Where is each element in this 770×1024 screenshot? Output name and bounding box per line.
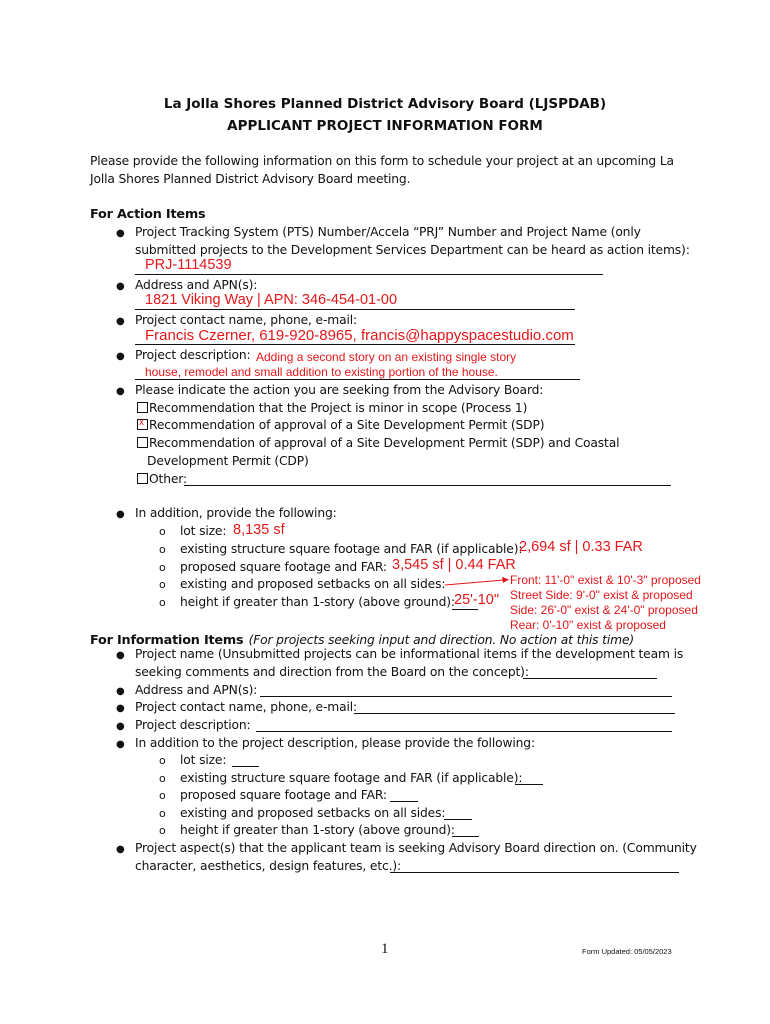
bullet-icon: ● (116, 721, 125, 732)
info-description-field[interactable] (256, 731, 672, 732)
bullet-icon: ● (116, 686, 125, 697)
form-updated-date: Form Updated: 05/05/2023 (582, 947, 672, 956)
circle-bullet-icon: o (159, 807, 166, 820)
setback-rear[interactable]: Rear: 0'-10" exist & proposed (510, 618, 666, 632)
height-underline (452, 609, 478, 610)
info-contact-field[interactable] (354, 713, 675, 714)
description-value-line1[interactable]: Adding a second story on an existing single story (256, 350, 517, 364)
page-number: 1 (381, 941, 389, 957)
pts-label-line2: submitted projects to the Development Services Department can be heard as action items): (135, 243, 690, 257)
circle-bullet-icon: o (159, 543, 166, 556)
description-underline (135, 379, 580, 380)
pts-label-line1: Project Tracking System (PTS) Number/Accela “PRJ” Number and Project Name (only (135, 225, 641, 239)
proposed-label: proposed square footage and FAR: (180, 560, 387, 574)
option-label: Other: (149, 472, 187, 486)
bullet-icon: ● (116, 703, 125, 714)
action-prompt: Please indicate the action you are seeking from the Advisory Board: (135, 383, 544, 397)
contact-underline (135, 344, 575, 345)
info-name-line1: Project name (Unsubmitted projects can be informational items if the development team is (135, 647, 684, 661)
description-label: Project description: (135, 348, 251, 362)
lot-size-label: lot size: (180, 524, 227, 538)
option-sdp-cdp[interactable] (137, 436, 619, 450)
proposed-value[interactable]: 3,545 sf | 0.44 FAR (392, 557, 516, 573)
setback-street-side[interactable]: Street Side: 9'-0" exist & proposed (510, 588, 693, 602)
bullet-icon: ● (116, 281, 125, 292)
bullet-icon: ● (116, 351, 125, 362)
address-underline (135, 309, 575, 310)
height-value[interactable]: 25'-10" (454, 592, 500, 608)
circle-bullet-icon: o (159, 596, 166, 609)
contact-label: Project contact name, phone, e-mail: (135, 313, 357, 327)
info-address-label: Address and APN(s): (135, 683, 258, 697)
bullet-icon: ● (116, 739, 125, 750)
info-name-line2: seeking comments and direction from the Board on the concept): (135, 665, 529, 679)
circle-bullet-icon: o (159, 754, 166, 767)
info-aspects-line1: Project aspect(s) that the applicant team is seeking Advisory Board direction on. (Community (135, 841, 697, 855)
info-contact-label: Project contact name, phone, e-mail: (135, 700, 357, 714)
bullet-icon: ● (116, 650, 125, 661)
checkbox-icon[interactable] (137, 437, 148, 448)
info-items-heading: For Information Items (90, 633, 244, 648)
height-label: height if greater than 1-story (above ground): (180, 595, 455, 609)
intro-line2: Jolla Shores Planned District Advisory Board meeting. (90, 172, 411, 186)
other-underline (184, 485, 671, 486)
circle-bullet-icon: o (159, 789, 166, 802)
info-lot-size-label: lot size: (180, 753, 227, 767)
info-lot-size-field[interactable] (232, 766, 259, 767)
info-description-label: Project description: (135, 718, 251, 732)
setback-front[interactable]: Front: 11'-0" exist & 10'-3" proposed (510, 573, 701, 587)
pts-value[interactable]: PRJ-1114539 (145, 257, 232, 273)
info-addition-prompt: In addition to the project description, please provide the following: (135, 736, 535, 750)
info-height-field[interactable] (452, 836, 479, 837)
addition-prompt: In addition, provide the following: (135, 506, 337, 520)
circle-bullet-icon: o (159, 525, 166, 538)
bullet-icon: ● (116, 228, 125, 239)
existing-label: existing structure square footage and FAR (if applicable): (180, 542, 523, 556)
info-aspects-field[interactable] (390, 872, 679, 873)
option-minor-scope[interactable] (137, 401, 527, 415)
address-value[interactable]: 1821 Viking Way | APN: 346-454-01-00 (145, 292, 398, 308)
info-existing-field[interactable] (515, 784, 543, 785)
bullet-icon: ● (116, 844, 125, 855)
checkbox-icon[interactable] (137, 419, 148, 430)
bullet-icon: ● (116, 386, 125, 397)
option-label: Recommendation of approval of a Site Development Permit (SDP) and Coastal (149, 436, 620, 450)
pts-underline (135, 274, 603, 275)
option-other[interactable] (137, 472, 187, 486)
info-setbacks-label: existing and proposed setbacks on all sides: (180, 806, 446, 820)
checkbox-icon[interactable] (137, 402, 148, 413)
arrow-icon (444, 576, 510, 588)
circle-bullet-icon: o (159, 772, 166, 785)
info-proposed-label: proposed square footage and FAR: (180, 788, 387, 802)
info-setbacks-field[interactable] (444, 819, 472, 820)
circle-bullet-icon: o (159, 824, 166, 837)
existing-value[interactable]: 2,694 sf | 0.33 FAR (519, 539, 643, 555)
form-title-line1: La Jolla Shores Planned District Advisory Board (LJSPDAB) (163, 96, 607, 112)
option-label: Recommendation of approval of a Site Development Permit (SDP) (149, 418, 545, 432)
setbacks-label: existing and proposed setbacks on all sides: (180, 577, 446, 591)
info-existing-label: existing structure square footage and FAR (if applicable): (180, 771, 523, 785)
option-sdp[interactable] (137, 418, 544, 432)
info-proposed-field[interactable] (390, 801, 418, 802)
bullet-icon: ● (116, 509, 125, 520)
action-items-heading: For Action Items (90, 207, 206, 222)
info-height-label: height if greater than 1-story (above ground): (180, 823, 455, 837)
info-items-note: (For projects seeking input and direction. No action at this time) (248, 633, 635, 647)
checkbox-icon[interactable] (137, 473, 148, 484)
description-value-line2[interactable]: house, remodel and small addition to existing portion of the house. (145, 365, 498, 379)
info-address-field[interactable] (260, 696, 672, 697)
address-label: Address and APN(s): (135, 278, 258, 292)
form-title-line2: APPLICANT PROJECT INFORMATION FORM (227, 118, 543, 134)
circle-bullet-icon: o (159, 561, 166, 574)
lot-size-value[interactable]: 8,135 sf (233, 522, 285, 538)
info-items-heading-row (90, 629, 634, 648)
info-aspects-line2: character, aesthetics, design features, etc.): (135, 859, 402, 873)
setback-side[interactable]: Side: 26'-0" exist & 24'-0" proposed (510, 603, 698, 617)
contact-value[interactable]: Francis Czerner, 619-920-8965, francis@happyspacestudio.com (145, 327, 574, 344)
option-sdp-cdp-cont: Development Permit (CDP) (147, 454, 309, 468)
info-name-field[interactable] (523, 678, 657, 679)
bullet-icon: ● (116, 316, 125, 327)
intro-line1: Please provide the following information on this form to schedule your project at an upcoming La (90, 154, 674, 168)
option-label: Recommendation that the Project is minor in scope (Process 1) (149, 401, 528, 415)
circle-bullet-icon: o (159, 578, 166, 591)
